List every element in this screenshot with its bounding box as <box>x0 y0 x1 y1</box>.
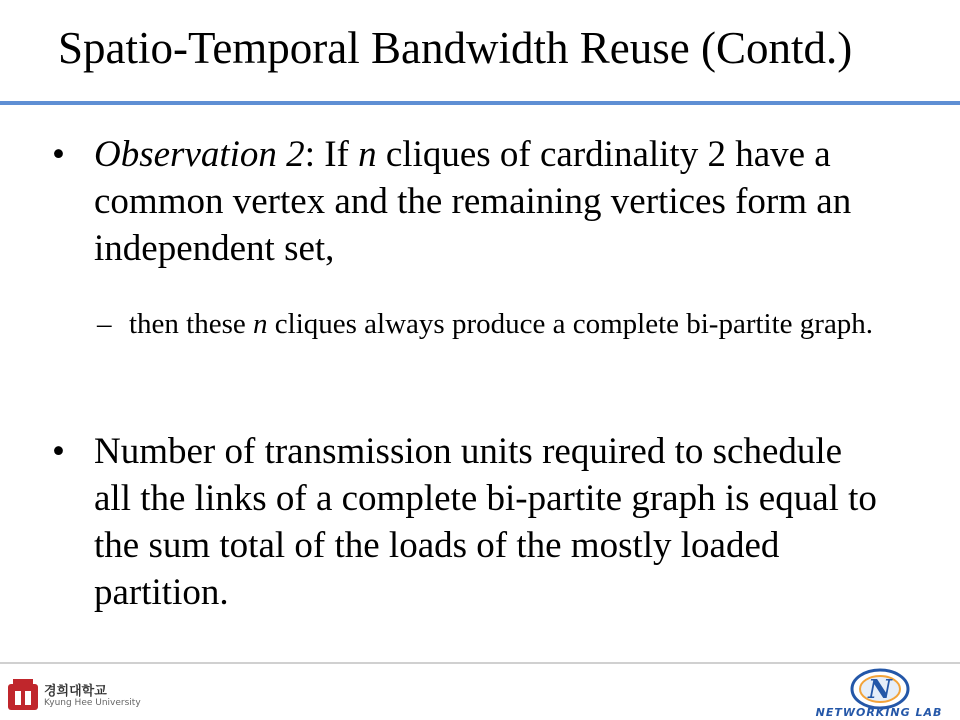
sub-bullet-bipartite <box>97 303 887 345</box>
bullet-text-part2: cliques of cardinality 2 have a common vertex and the remaining vertices form an independent set, <box>94 134 852 269</box>
university-name-korean: 경희대학교 <box>44 684 107 699</box>
sub-text-part1: then these <box>129 308 254 340</box>
sub-bullet-text <box>129 303 887 345</box>
title-divider <box>0 101 960 105</box>
variable-n: n <box>358 134 377 175</box>
bullet-observation-2 <box>52 131 882 272</box>
variable-n: n <box>253 308 268 340</box>
bullet-transmission-units <box>52 428 882 616</box>
bullet-marker: • <box>52 431 65 472</box>
lab-name: NETWORKING LAB <box>815 706 943 719</box>
university-name-english: Kyung Hee University <box>44 698 141 708</box>
sub-text-part2: cliques always produce a complete bi-partite graph. <box>267 308 874 340</box>
footer-divider <box>0 662 960 664</box>
lab-logo-letter: N <box>868 675 892 705</box>
sub-bullet-marker: – <box>97 308 112 340</box>
bullet-text <box>94 131 882 272</box>
observation-label: Observation 2 <box>94 134 305 175</box>
bullet-text-part1: : If <box>304 134 359 175</box>
networking-lab-logo-icon <box>842 667 918 711</box>
slide-title: Spatio-Temporal Bandwidth Reuse (Contd.) <box>58 23 853 73</box>
bullet-marker: • <box>52 134 65 175</box>
bullet-text: Number of transmission units required to schedule all the links of a complete bi-partite graph is equal to the sum total of the loads of the mostly loaded partition. <box>94 431 877 613</box>
